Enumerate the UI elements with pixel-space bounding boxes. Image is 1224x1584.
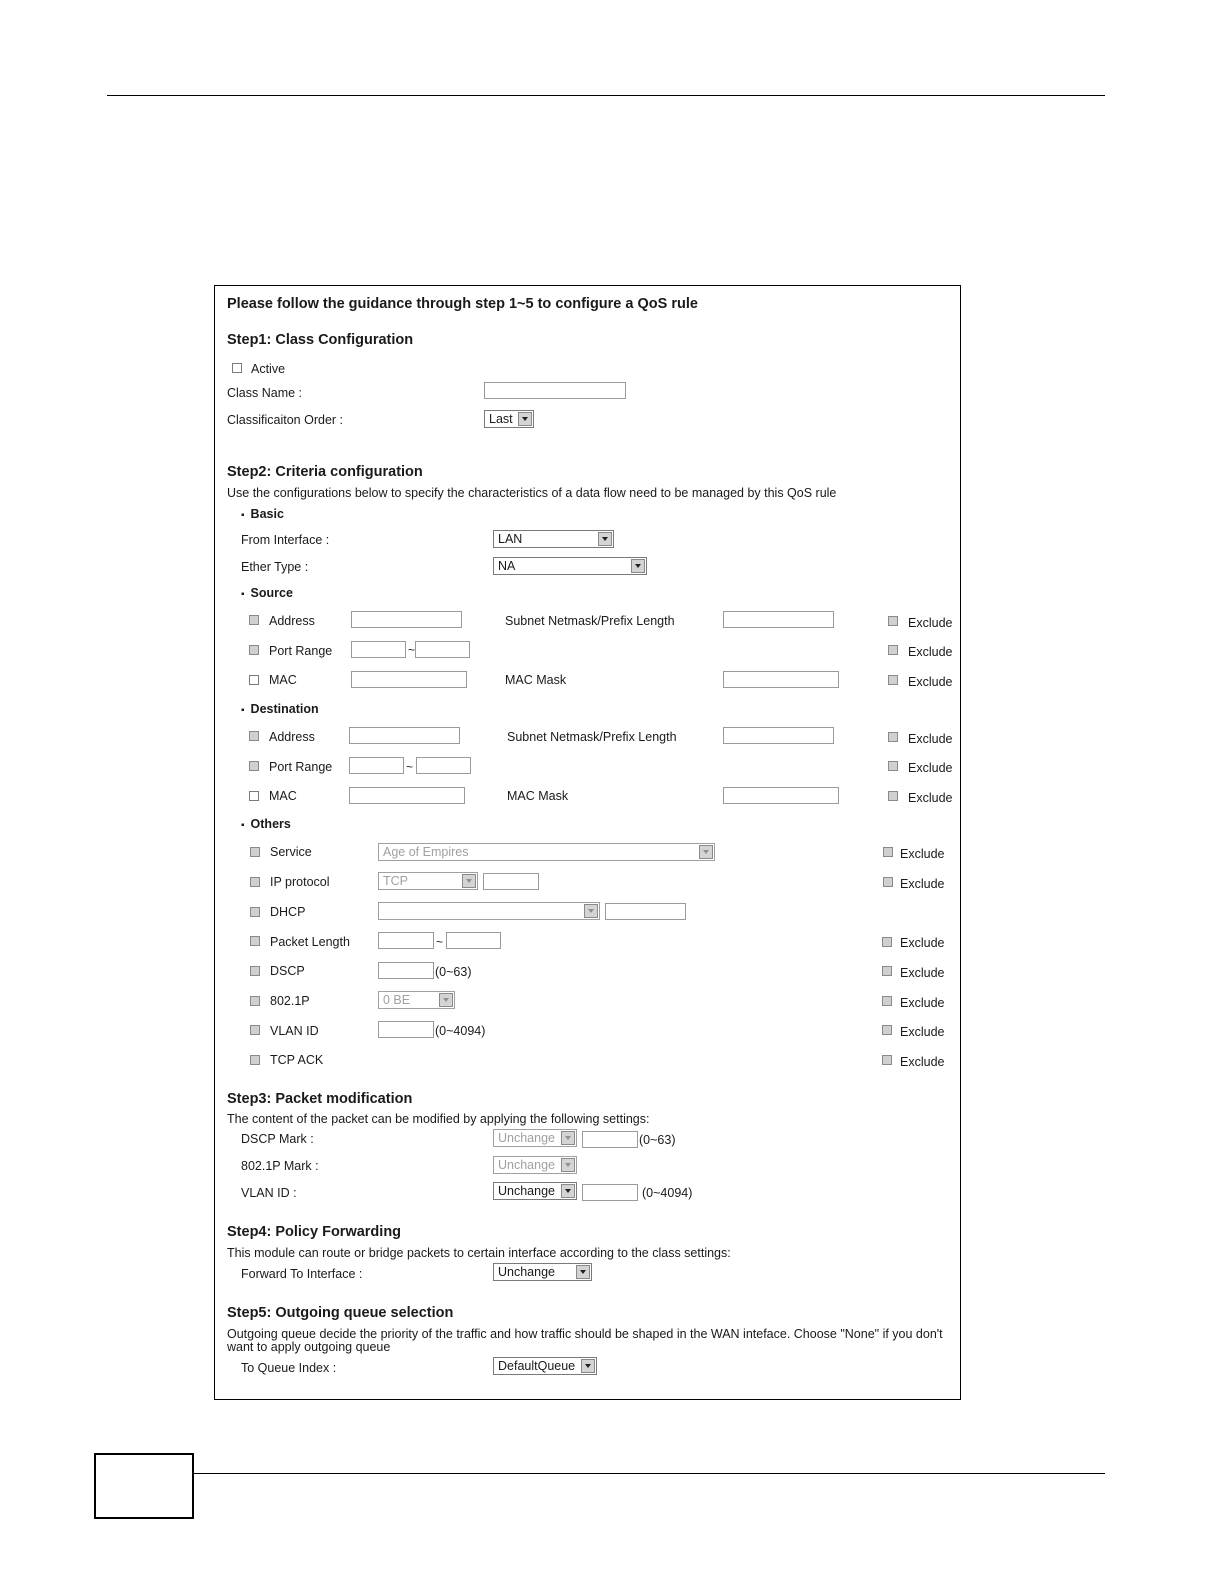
dot1p-exclude-label: Exclude <box>900 996 945 1010</box>
destination-address-checkbox[interactable] <box>249 731 259 741</box>
from-interface-select[interactable] <box>493 530 614 548</box>
vlan-mark-input[interactable] <box>582 1184 638 1201</box>
forward-interface-select[interactable] <box>493 1263 592 1281</box>
destination-subheading: ▪ Destination <box>241 702 319 716</box>
queue-index-value: DefaultQueue <box>498 1359 576 1373</box>
dot1p-label: 802.1P <box>270 994 310 1008</box>
basic-subheading: ▪ Basic <box>241 507 284 521</box>
source-port-exclude-checkbox[interactable] <box>888 645 898 655</box>
active-checkbox[interactable] <box>232 363 242 373</box>
destination-address-exclude-label: Exclude <box>908 732 953 746</box>
destination-subnet-label: Subnet Netmask/Prefix Length <box>507 730 677 744</box>
ip-protocol-label: IP protocol <box>270 875 330 889</box>
service-exclude-checkbox[interactable] <box>883 847 893 857</box>
from-interface-value: LAN <box>498 532 523 546</box>
service-label: Service <box>270 845 312 859</box>
vlan-mark-value: Unchange <box>498 1184 555 1198</box>
dot1p-mark-label: 802.1P Mark : <box>241 1159 319 1173</box>
ip-protocol-value: TCP <box>383 874 408 888</box>
queue-index-select[interactable] <box>493 1357 597 1375</box>
dscp-checkbox[interactable] <box>250 966 260 976</box>
step2-description: Use the configurations below to specify the characteristics of a data flow need to be managed by this QoS rule <box>227 486 837 500</box>
source-address-checkbox[interactable] <box>249 615 259 625</box>
ip-protocol-number-input[interactable] <box>483 873 539 890</box>
dot1p-mark-value: Unchange <box>498 1158 555 1172</box>
source-mac-exclude-checkbox[interactable] <box>888 675 898 685</box>
dropdown-arrow-icon <box>462 874 476 888</box>
destination-address-label: Address <box>269 730 315 744</box>
packet-length-exclude-label: Exclude <box>900 936 945 950</box>
dhcp-select[interactable] <box>378 902 600 920</box>
dhcp-checkbox[interactable] <box>250 907 260 917</box>
destination-port-range-separator: ~ <box>406 760 414 774</box>
destination-address-exclude-checkbox[interactable] <box>888 732 898 742</box>
vlan-id-exclude-label: Exclude <box>900 1025 945 1039</box>
step3-description: The content of the packet can be modified by applying the following settings: <box>227 1112 650 1126</box>
source-address-exclude-checkbox[interactable] <box>888 616 898 626</box>
dscp-mark-input[interactable] <box>582 1131 638 1148</box>
ether-type-label: Ether Type : <box>241 560 309 574</box>
tcp-ack-label: TCP ACK <box>270 1053 324 1067</box>
from-interface-label: From Interface : <box>241 533 330 547</box>
dropdown-arrow-icon <box>561 1158 575 1172</box>
source-subnet-input[interactable] <box>723 611 834 628</box>
dscp-mark-select[interactable] <box>493 1129 577 1147</box>
source-mac-input[interactable] <box>351 671 467 688</box>
classification-order-value: Last <box>489 412 513 426</box>
step5-description-line2: want to apply outgoing queue <box>227 1340 391 1354</box>
ip-protocol-select[interactable] <box>378 872 478 890</box>
dropdown-arrow-icon <box>699 845 713 859</box>
step5-description-line1: Outgoing queue decide the priority of the traffic and how traffic should be shaped in the WAN inteface. Choose "None" if you don't <box>227 1327 943 1341</box>
step5-title: Step5: Outgoing queue selection <box>227 1305 454 1321</box>
destination-mac-input[interactable] <box>349 787 465 804</box>
dot1p-exclude-checkbox[interactable] <box>882 996 892 1006</box>
dscp-input[interactable] <box>378 962 434 979</box>
destination-mac-label: MAC <box>269 789 297 803</box>
queue-index-label: To Queue Index : <box>241 1361 337 1375</box>
destination-port-range-checkbox[interactable] <box>249 761 259 771</box>
packet-length-exclude-checkbox[interactable] <box>882 937 892 947</box>
ip-protocol-checkbox[interactable] <box>250 877 260 887</box>
source-port-range-label: Port Range <box>269 644 333 658</box>
classification-order-select[interactable] <box>484 410 534 428</box>
source-mac-mask-input[interactable] <box>723 671 839 688</box>
destination-subnet-input[interactable] <box>723 727 834 744</box>
packet-length-label: Packet Length <box>270 935 350 949</box>
source-address-label: Address <box>269 614 315 628</box>
vlan-id-exclude-checkbox[interactable] <box>882 1025 892 1035</box>
classification-order-label: Classificaiton Order : <box>227 413 344 427</box>
ether-type-select[interactable] <box>493 557 647 575</box>
dscp-exclude-checkbox[interactable] <box>882 966 892 976</box>
source-port-range-separator: ~ <box>408 643 416 657</box>
vlan-mark-range-hint: (0~4094) <box>642 1186 693 1200</box>
destination-mac-mask-input[interactable] <box>723 787 839 804</box>
dropdown-arrow-icon <box>439 993 453 1007</box>
service-exclude-label: Exclude <box>900 847 945 861</box>
packet-length-min-input[interactable] <box>378 932 434 949</box>
vlan-id-label: VLAN ID <box>270 1024 319 1038</box>
others-subheading: ▪ Others <box>241 817 291 831</box>
dot1p-value: 0 BE <box>383 993 411 1007</box>
destination-port-range-label: Port Range <box>269 760 333 774</box>
source-mac-exclude-label: Exclude <box>908 675 953 689</box>
destination-port-exclude-checkbox[interactable] <box>888 761 898 771</box>
forward-interface-label: Forward To Interface : <box>241 1267 363 1281</box>
dropdown-arrow-icon <box>581 1359 595 1373</box>
packet-length-checkbox[interactable] <box>250 936 260 946</box>
source-mac-label: MAC <box>269 673 297 687</box>
header-rule <box>107 95 1105 96</box>
class-name-input[interactable] <box>484 382 626 399</box>
dot1p-checkbox[interactable] <box>250 996 260 1006</box>
dhcp-value-input[interactable] <box>605 903 686 920</box>
service-checkbox[interactable] <box>250 847 260 857</box>
dscp-mark-range-hint: (0~63) <box>639 1133 676 1147</box>
vlan-id-range-hint: (0~4094) <box>435 1024 486 1038</box>
dscp-range-hint: (0~63) <box>435 965 472 979</box>
packet-length-max-input[interactable] <box>446 932 501 949</box>
source-port-start-input[interactable] <box>351 641 406 658</box>
destination-mac-checkbox[interactable] <box>249 791 259 801</box>
source-address-input[interactable] <box>351 611 462 628</box>
dscp-label: DSCP <box>270 964 305 978</box>
step4-description: This module can route or bridge packets to certain interface according to the class settings: <box>227 1246 731 1260</box>
destination-mac-exclude-label: Exclude <box>908 791 953 805</box>
destination-address-input[interactable] <box>349 727 460 744</box>
step3-title: Step3: Packet modification <box>227 1091 413 1107</box>
vlan-mark-label: VLAN ID : <box>241 1186 297 1200</box>
dropdown-arrow-icon <box>584 904 598 918</box>
dropdown-arrow-icon <box>561 1131 575 1145</box>
vlan-id-checkbox[interactable] <box>250 1025 260 1035</box>
destination-port-end-input[interactable] <box>416 757 471 774</box>
source-subheading: ▪ Source <box>241 586 293 600</box>
step2-title: Step2: Criteria configuration <box>227 464 423 480</box>
source-mac-mask-label: MAC Mask <box>505 673 567 687</box>
dot1p-mark-select[interactable] <box>493 1156 577 1174</box>
dropdown-arrow-icon <box>598 532 612 546</box>
tcp-ack-checkbox[interactable] <box>250 1055 260 1065</box>
ether-type-value: NA <box>498 559 516 573</box>
vlan-mark-select[interactable] <box>493 1182 577 1200</box>
service-value: Age of Empires <box>383 845 469 859</box>
active-label: Active <box>251 362 286 376</box>
dropdown-arrow-icon <box>631 559 645 573</box>
ip-protocol-exclude-checkbox[interactable] <box>883 877 893 887</box>
dropdown-arrow-icon <box>518 412 532 426</box>
destination-mac-mask-label: MAC Mask <box>507 789 569 803</box>
dropdown-arrow-icon <box>561 1184 575 1198</box>
packet-length-range-separator: ~ <box>436 935 444 949</box>
vlan-id-input[interactable] <box>378 1021 434 1038</box>
step1-title: Step1: Class Configuration <box>227 332 414 348</box>
dscp-mark-value: Unchange <box>498 1131 555 1145</box>
source-subnet-label: Subnet Netmask/Prefix Length <box>505 614 675 628</box>
dropdown-arrow-icon <box>576 1265 590 1279</box>
source-port-end-input[interactable] <box>415 641 470 658</box>
destination-mac-exclude-checkbox[interactable] <box>888 791 898 801</box>
intro-heading: Please follow the guidance through step 1~5 to configure a QoS rule <box>227 296 698 312</box>
ip-protocol-exclude-label: Exclude <box>900 877 945 891</box>
dhcp-label: DHCP <box>270 905 306 919</box>
service-select[interactable] <box>378 843 715 861</box>
destination-port-exclude-label: Exclude <box>908 761 953 775</box>
class-name-label: Class Name : <box>227 386 303 400</box>
dot1p-select[interactable] <box>378 991 455 1009</box>
step4-title: Step4: Policy Forwarding <box>227 1224 402 1240</box>
forward-interface-value: Unchange <box>498 1265 555 1279</box>
source-port-range-checkbox[interactable] <box>249 645 259 655</box>
source-port-exclude-label: Exclude <box>908 645 953 659</box>
dscp-mark-label: DSCP Mark : <box>241 1132 314 1146</box>
footer-rule <box>192 1473 1105 1474</box>
dscp-exclude-label: Exclude <box>900 966 945 980</box>
source-mac-checkbox[interactable] <box>249 675 259 685</box>
source-address-exclude-label: Exclude <box>908 616 953 630</box>
tcp-ack-exclude-label: Exclude <box>900 1055 945 1069</box>
tcp-ack-exclude-checkbox[interactable] <box>882 1055 892 1065</box>
page-number-box <box>94 1453 194 1519</box>
destination-port-start-input[interactable] <box>349 757 404 774</box>
